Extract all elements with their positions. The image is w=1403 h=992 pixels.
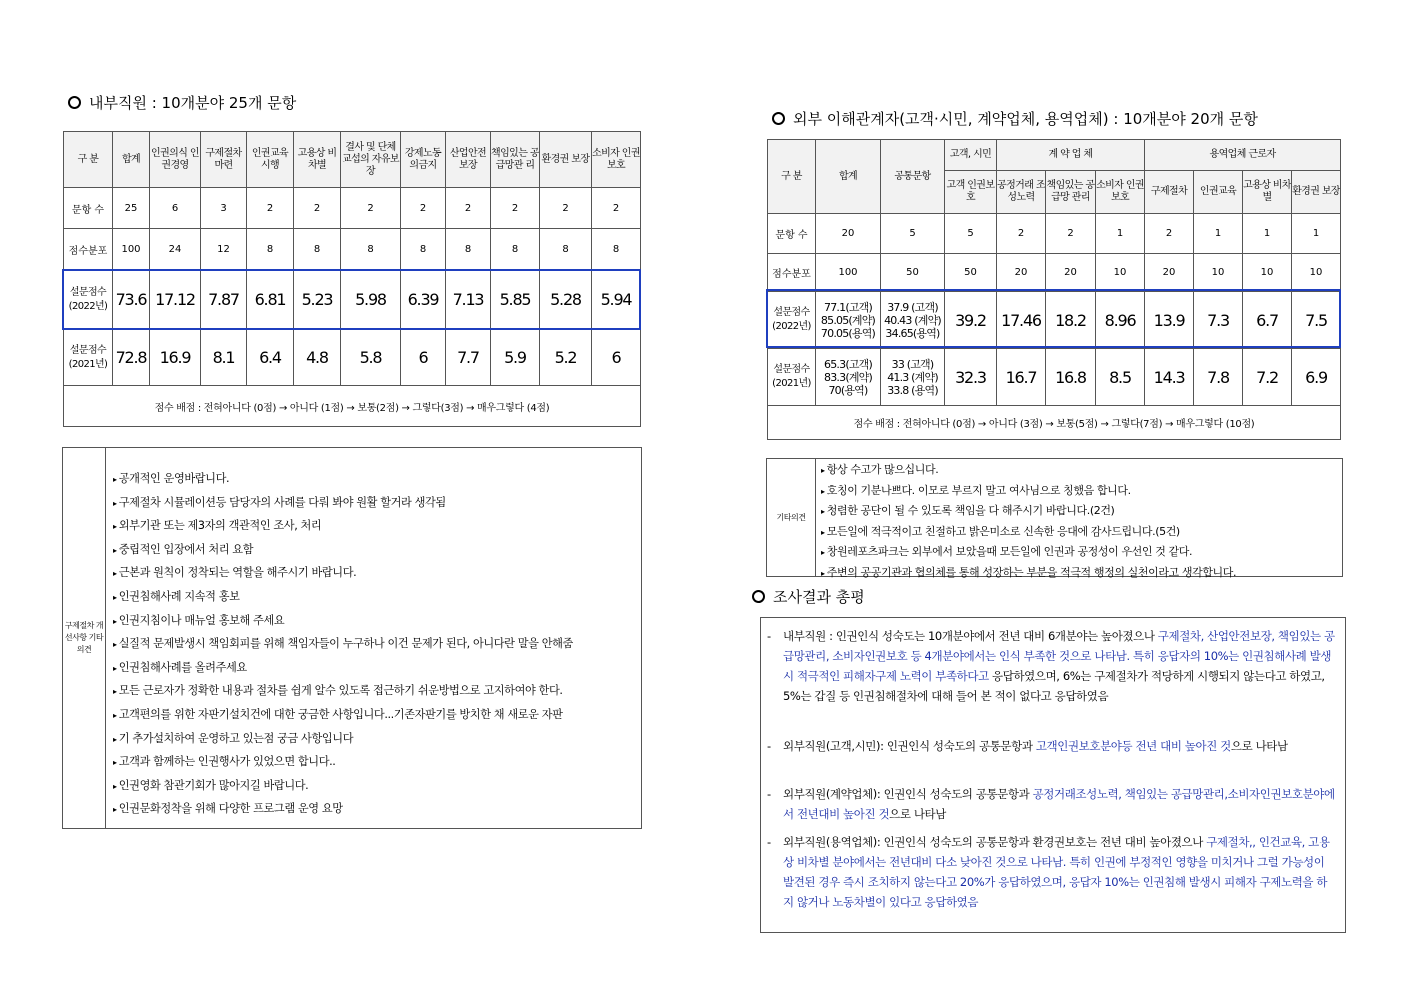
- table-row: [768, 349, 1341, 406]
- summary-text: 외부직원(고객,시민): 인권인식 성숙도의 공통문항과: [783, 739, 1036, 753]
- table-cell: 8.1: [201, 330, 247, 386]
- circle-bullet-icon: [772, 112, 785, 125]
- table-cell: 50: [881, 254, 945, 292]
- table-cell: 16.8: [1046, 349, 1096, 406]
- summary-text: 공정거래조성노력, 책임있는 공급망관리,소비자인권보호분야에서 전년대비 높아진 것: [783, 787, 1335, 821]
- summary-text: 고객인권보호분야등 전년 대비 높아진 것: [1035, 739, 1231, 753]
- list-item: ▸ 근본과 원칙이 정착되는 역할을 해주시기 바랍니다.: [113, 562, 637, 586]
- table-cell: [881, 292, 945, 349]
- table-cell: 2: [1145, 214, 1194, 254]
- table-cell: 17.12: [150, 270, 201, 330]
- table-cell: 4.8: [294, 330, 341, 386]
- column-header: 강제노동 의금지: [401, 132, 446, 188]
- cell-line: 40.43 (계약): [884, 313, 941, 327]
- column-header: 결사 및 단체 교섭의 자유보장: [341, 132, 401, 188]
- row-label: 설문점수 (2022년): [768, 292, 816, 349]
- external-comments-box: [766, 458, 1343, 577]
- table-cell: 5: [945, 214, 997, 254]
- table-cell: 8: [592, 229, 641, 270]
- cell-line: 33 (고객): [891, 357, 934, 371]
- table-cell: 10: [1096, 254, 1145, 292]
- table-cell: 20: [1145, 254, 1194, 292]
- corner-cell: 구 분: [768, 140, 816, 214]
- column-header: 인권교육: [1194, 171, 1243, 214]
- cell-line: 41.3 (계약): [887, 370, 938, 384]
- list-item: ▸ 항상 수고가 많으십니다.: [821, 460, 1338, 481]
- summary-title: 조사결과 총평: [752, 586, 865, 607]
- circle-bullet-icon: [68, 96, 81, 109]
- summary-text: 구제절차, 산업안전보장, 책임있는 공급망관리, 소비자인권보호 등 4개분야에서는 인식 부족한 것으로 나타남. 특히 응답자의 10%는 인권침해사례 발생시 적극적인 피해자구제 노력이 부족하다고: [783, 629, 1335, 683]
- table-cell: 2: [997, 214, 1046, 254]
- list-item: ▸ 인권영화 참관기회가 많아지길 바랍니다.: [113, 775, 637, 799]
- cell-line: 85.05(계약): [820, 313, 876, 327]
- cell-line: 70(용역): [828, 383, 868, 397]
- table-cell: 7.7: [446, 330, 491, 386]
- table-cell: 72.8: [113, 330, 150, 386]
- table-row: [64, 188, 641, 229]
- table-cell: 6.81: [247, 270, 294, 330]
- table-cell: 50: [945, 254, 997, 292]
- cell-line: 37.9 (고객): [887, 300, 938, 314]
- table-cell: 32.3: [945, 349, 997, 406]
- table-cell: 2: [540, 188, 592, 229]
- table-cell: 8: [491, 229, 540, 270]
- table-cell: 8.5: [1096, 349, 1145, 406]
- table-cell: 6.9: [1292, 349, 1341, 406]
- list-item: ▸ 창원레포츠파크는 외부에서 보았을때 모든일에 인권과 공정성이 우선인 것 같다.: [821, 542, 1338, 563]
- row-label: 점수분포: [64, 229, 113, 270]
- cell-line: 77.1(고객): [824, 300, 872, 314]
- table-cell: 24: [150, 229, 201, 270]
- table-cell: 6: [150, 188, 201, 229]
- column-header: 책임있는 공급망 관리: [1046, 171, 1096, 214]
- table-cell: 5.8: [341, 330, 401, 386]
- table-cell: 5.2: [540, 330, 592, 386]
- table-cell: 8: [341, 229, 401, 270]
- column-header: 소비자 인권보호: [1096, 171, 1145, 214]
- table-cell: 8.96: [1096, 292, 1145, 349]
- header-total: 합계: [816, 140, 881, 214]
- column-header: 산업안전 보장: [446, 132, 491, 188]
- column-header: 환경권 보장: [1292, 171, 1341, 214]
- column-header: 인권교육 시행: [247, 132, 294, 188]
- table-cell: 7.5: [1292, 292, 1341, 349]
- column-header: 구제절차 마련: [201, 132, 247, 188]
- table-cell: 6.39: [401, 270, 446, 330]
- column-header: 고용상 비차별: [294, 132, 341, 188]
- left-section-title: 내부직원 : 10개분야 25개 문항: [68, 92, 296, 113]
- list-item: ▸ 실질적 문제발생시 책임회피를 위해 책임자들이 누구하나 이건 문제가 된다, 아니다란 말을 안해줌: [113, 633, 637, 657]
- row-label: 점수분포: [768, 254, 816, 292]
- table-cell: 20: [816, 214, 881, 254]
- table-cell: 5.9: [491, 330, 540, 386]
- table-cell: 1: [1194, 214, 1243, 254]
- header-customer: 고객, 시민: [945, 140, 997, 171]
- external-stakeholder-table: [767, 139, 1341, 440]
- table-cell: [816, 292, 881, 349]
- table-cell: 6: [592, 330, 641, 386]
- table-cell: 100: [816, 254, 881, 292]
- table-cell: 7.8: [1194, 349, 1243, 406]
- table-cell: 5.85: [491, 270, 540, 330]
- table-cell: 8: [401, 229, 446, 270]
- table-cell: 2: [592, 188, 641, 229]
- cell-line: 33.8 (용역): [887, 383, 938, 397]
- cell-line: 34.65(용역): [885, 326, 940, 340]
- summary-text: 구제절차,, 인건교육, 고용상 비차별 분야에서는 전년대비 다소 낮아진 것으로 나타남. 특히 인권에 부정적인 영향을 미치거나 그럴 가능성이 발견된 경우 즉시 조치하지 않는다고 20%가 응답하였으며, 응답자 10%는 인권침해 발생시 피해자 구제노력을 하지 않거나 노동차별이 있다고 응답하였음: [783, 835, 1330, 909]
- row-label: 설문점수 (2021년): [64, 330, 113, 386]
- list-item: ▸ 인권지침이나 매뉴얼 홍보해 주세요: [113, 610, 637, 634]
- list-item: ▸ 주변의 공공기관과 협의체를 통해 성장하는 부분을 적극적 행정의 실천이라고 생각합니다.: [821, 563, 1338, 584]
- internal-comments-box: [62, 447, 642, 829]
- table-cell: 1: [1243, 214, 1292, 254]
- comments-label: 기타의견: [767, 459, 816, 576]
- table-cell: 8: [247, 229, 294, 270]
- table-row: [64, 330, 641, 386]
- table-cell: 2: [401, 188, 446, 229]
- summary-text: 으로 나타남: [1230, 739, 1288, 753]
- table-cell: 2: [446, 188, 491, 229]
- table-cell: 3: [201, 188, 247, 229]
- row-label: 문항 수: [64, 188, 113, 229]
- table-cell: 39.2: [945, 292, 997, 349]
- summary-text: 외부직원(계약업체): 인권인식 성숙도의 공통문항과: [783, 787, 1033, 801]
- score-note: 점수 배점 : 전혀아니다 (0점) → 아니다 (1점) → 보통(2점) → 그렇다(3점) → 매우그렇다 (4점): [64, 386, 641, 427]
- header-service: 용역업체 근로자: [1145, 140, 1341, 171]
- table-cell: 2: [491, 188, 540, 229]
- table-cell: 2: [294, 188, 341, 229]
- summary-box: [760, 617, 1346, 933]
- table-cell: 8: [540, 229, 592, 270]
- list-item: ▸ 호칭이 기분나쁘다. 이모로 부르지 말고 여사님으로 칭했음 합니다.: [821, 481, 1338, 502]
- list-item: ▸ 인권침해사례를 올려주세요: [113, 657, 637, 681]
- table-cell: 20: [997, 254, 1046, 292]
- table-cell: 17.46: [997, 292, 1046, 349]
- column-header: 고용상 비차별: [1243, 171, 1292, 214]
- summary-item-customer: - 외부직원(고객,시민): 인권인식 성숙도의 공통문항과 고객인권보호분야등 전년 대비 높아진 것으로 나타남: [767, 739, 1288, 753]
- column-header: 합계: [113, 132, 150, 188]
- table-row: [64, 270, 641, 330]
- comments-list: [113, 468, 637, 822]
- table-cell: 7.87: [201, 270, 247, 330]
- table-cell: 6.7: [1243, 292, 1292, 349]
- table-cell: 1: [1096, 214, 1145, 254]
- table-cell: 73.6: [113, 270, 150, 330]
- internal-staff-table: [63, 131, 641, 427]
- column-header: 고객 인권보호: [945, 171, 997, 214]
- list-item: ▸ 공개적인 운영바랍니다.: [113, 468, 637, 492]
- list-item: ▸ 모든일에 적극적이고 친절하고 밝은미소로 신속한 응대에 감사드립니다.(5건): [821, 522, 1338, 543]
- table-cell: 2: [341, 188, 401, 229]
- column-header: 공정거래 조성노력: [997, 171, 1046, 214]
- table-cell: 2: [247, 188, 294, 229]
- table-cell: [881, 349, 945, 406]
- row-label: 설문점수 (2021년): [768, 349, 816, 406]
- table-cell: 2: [1046, 214, 1096, 254]
- comments-list: [821, 460, 1338, 583]
- list-item: ▸ 중립적인 입장에서 처리 요함: [113, 539, 637, 563]
- corner-cell: 구 분: [64, 132, 113, 188]
- table-cell: 5.98: [341, 270, 401, 330]
- list-item: ▸ 인권침해사례 지속적 홍보: [113, 586, 637, 610]
- table-cell: 14.3: [1145, 349, 1194, 406]
- table-cell: [816, 349, 881, 406]
- list-item: ▸ 모든 근로자가 정확한 내용과 절차를 쉽게 알수 있도록 접근하기 쉬운방법으로 고지하여야 한다.: [113, 680, 637, 704]
- table-cell: 7.2: [1243, 349, 1292, 406]
- summary-item-service: - 외부직원(용역업체): 인권인식 성숙도의 공통문항과 환경권보호는 전년 대비 높아졌으나 구제절차,, 인건교육, 고용상 비차별 분야에서는 전년대비 다소 낮아진 것으로 나타남. 특히 인권에 부정적인 영향을 미치거나 그럴 가능성이 발견된 경우 즉시 조치하지 않는다고 20%가 응답하였으며, 응답자 10%는 인권침해 발생시 피해자 구제노력을 하지 않거나 노동차별이 있다고 응답하였음: [767, 835, 1330, 909]
- summary-text: 외부직원(용역업체): 인권인식 성숙도의 공통문항과 환경권보호는 전년 대비 높아졌으나: [783, 835, 1207, 849]
- table-cell: 25: [113, 188, 150, 229]
- table-cell: 10: [1243, 254, 1292, 292]
- column-header: 환경권 보장: [540, 132, 592, 188]
- cell-line: 83.3(계약): [824, 370, 872, 384]
- summary-text: 응답하였으며, 6%는 구제절차가 적당하게 시행되지 않는다고 하였고, 5%는 갑질 등 인권침해절차에 대해 들어 본 적이 없다고 응답하였음: [783, 669, 1325, 703]
- column-header: 책임있는 공급망관 리: [491, 132, 540, 188]
- table-cell: 16.9: [150, 330, 201, 386]
- list-item: ▸ 구제절차 시뮬레이션등 담당자의 사례를 다뤄 봐야 원활 할거라 생각됨: [113, 492, 637, 516]
- header-common: 공통문항: [881, 140, 945, 214]
- header-contract: 계 약 업 체: [997, 140, 1145, 171]
- table-cell: 16.7: [997, 349, 1046, 406]
- table-cell: 8: [446, 229, 491, 270]
- summary-text: 내부직원 : 인권인식 성숙도는 10개분야에서 전년 대비 6개분야는 높아졌으나: [783, 629, 1158, 643]
- table-cell: 12: [201, 229, 247, 270]
- table-cell: 6: [401, 330, 446, 386]
- table-cell: 6.4: [247, 330, 294, 386]
- summary-item-internal: - 내부직원 : 인권인식 성숙도는 10개분야에서 전년 대비 6개분야는 높아졌으나 구제절차, 산업안전보장, 책임있는 공급망관리, 소비자인권보호 등 4개분야에서는 인식 부족한 것으로 나타남. 특히 응답자의 10%는 인권침해사례 발생시 적극적인 피해자구제 노력이 부족하다고 응답하였으며, 6%는 구제절차가 적당하게 시행되지 않는다고 하였고, 5%는 갑질 등 인권침해절차에 대해 들어 본 적이 없다고 응답하였음: [767, 629, 1335, 703]
- score-note: 점수 배점 : 전혀아니다 (0점) → 아니다 (3점) → 보통(5점) → 그렇다(7점) → 매우그렇다 (10점): [768, 406, 1341, 440]
- table-cell: 7.13: [446, 270, 491, 330]
- table-cell: 18.2: [1046, 292, 1096, 349]
- cell-line: 65.3(고객): [824, 357, 872, 371]
- table-cell: 13.9: [1145, 292, 1194, 349]
- table-cell: 100: [113, 229, 150, 270]
- table-row: [64, 229, 641, 270]
- list-item: ▸ 고객편의를 위한 자판기설치건에 대한 궁금한 사항입니다...기존자판기를 방치한 채 새로운 자판: [113, 704, 637, 728]
- summary-text: 으로 나타남: [889, 807, 946, 821]
- table-cell: 10: [1194, 254, 1243, 292]
- column-header: 구제절차: [1145, 171, 1194, 214]
- table-row: [768, 254, 1341, 292]
- table-cell: 7.3: [1194, 292, 1243, 349]
- table-cell: 8: [294, 229, 341, 270]
- table-cell: 5.23: [294, 270, 341, 330]
- list-item: ▸ 외부기관 또는 제3자의 객관적인 조사, 처리: [113, 515, 637, 539]
- row-label: 설문점수 (2022년): [64, 270, 113, 330]
- cell-line: 70.05(용역): [820, 326, 876, 340]
- list-item: ▸ 기 추가설치하여 운영하고 있는점 궁금 사항입니다: [113, 728, 637, 752]
- table-row: [768, 292, 1341, 349]
- table-cell: 5.28: [540, 270, 592, 330]
- table-cell: 5: [881, 214, 945, 254]
- column-header: 인권의식 인권경영: [150, 132, 201, 188]
- summary-item-contract: - 외부직원(계약업체): 인권인식 성숙도의 공통문항과 공정거래조성노력, 책임있는 공급망관리,소비자인권보호분야에서 전년대비 높아진 것으로 나타남: [767, 787, 1335, 821]
- table-cell: 10: [1292, 254, 1341, 292]
- table-cell: 5.94: [592, 270, 641, 330]
- circle-bullet-icon: [752, 590, 765, 603]
- row-label: 문항 수: [768, 214, 816, 254]
- column-header: 소비자 인권보호: [592, 132, 641, 188]
- table-row: [768, 214, 1341, 254]
- table-cell: 1: [1292, 214, 1341, 254]
- right-section-title: 외부 이해관계자(고객·시민, 계약업체, 용역업체) : 10개분야 20개 문항: [772, 108, 1258, 129]
- list-item: ▸ 청렴한 공단이 될 수 있도록 책임을 다 해주시기 바랍니다.(2건): [821, 501, 1338, 522]
- list-item: ▸ 인권문화정착을 위해 다양한 프로그램 운영 요망: [113, 798, 637, 822]
- table-cell: 20: [1046, 254, 1096, 292]
- list-item: ▸ 고객과 함께하는 인권행사가 있었으면 합니다..: [113, 751, 637, 775]
- comments-label: 구제절차 개선사항 기타의견: [63, 448, 106, 828]
